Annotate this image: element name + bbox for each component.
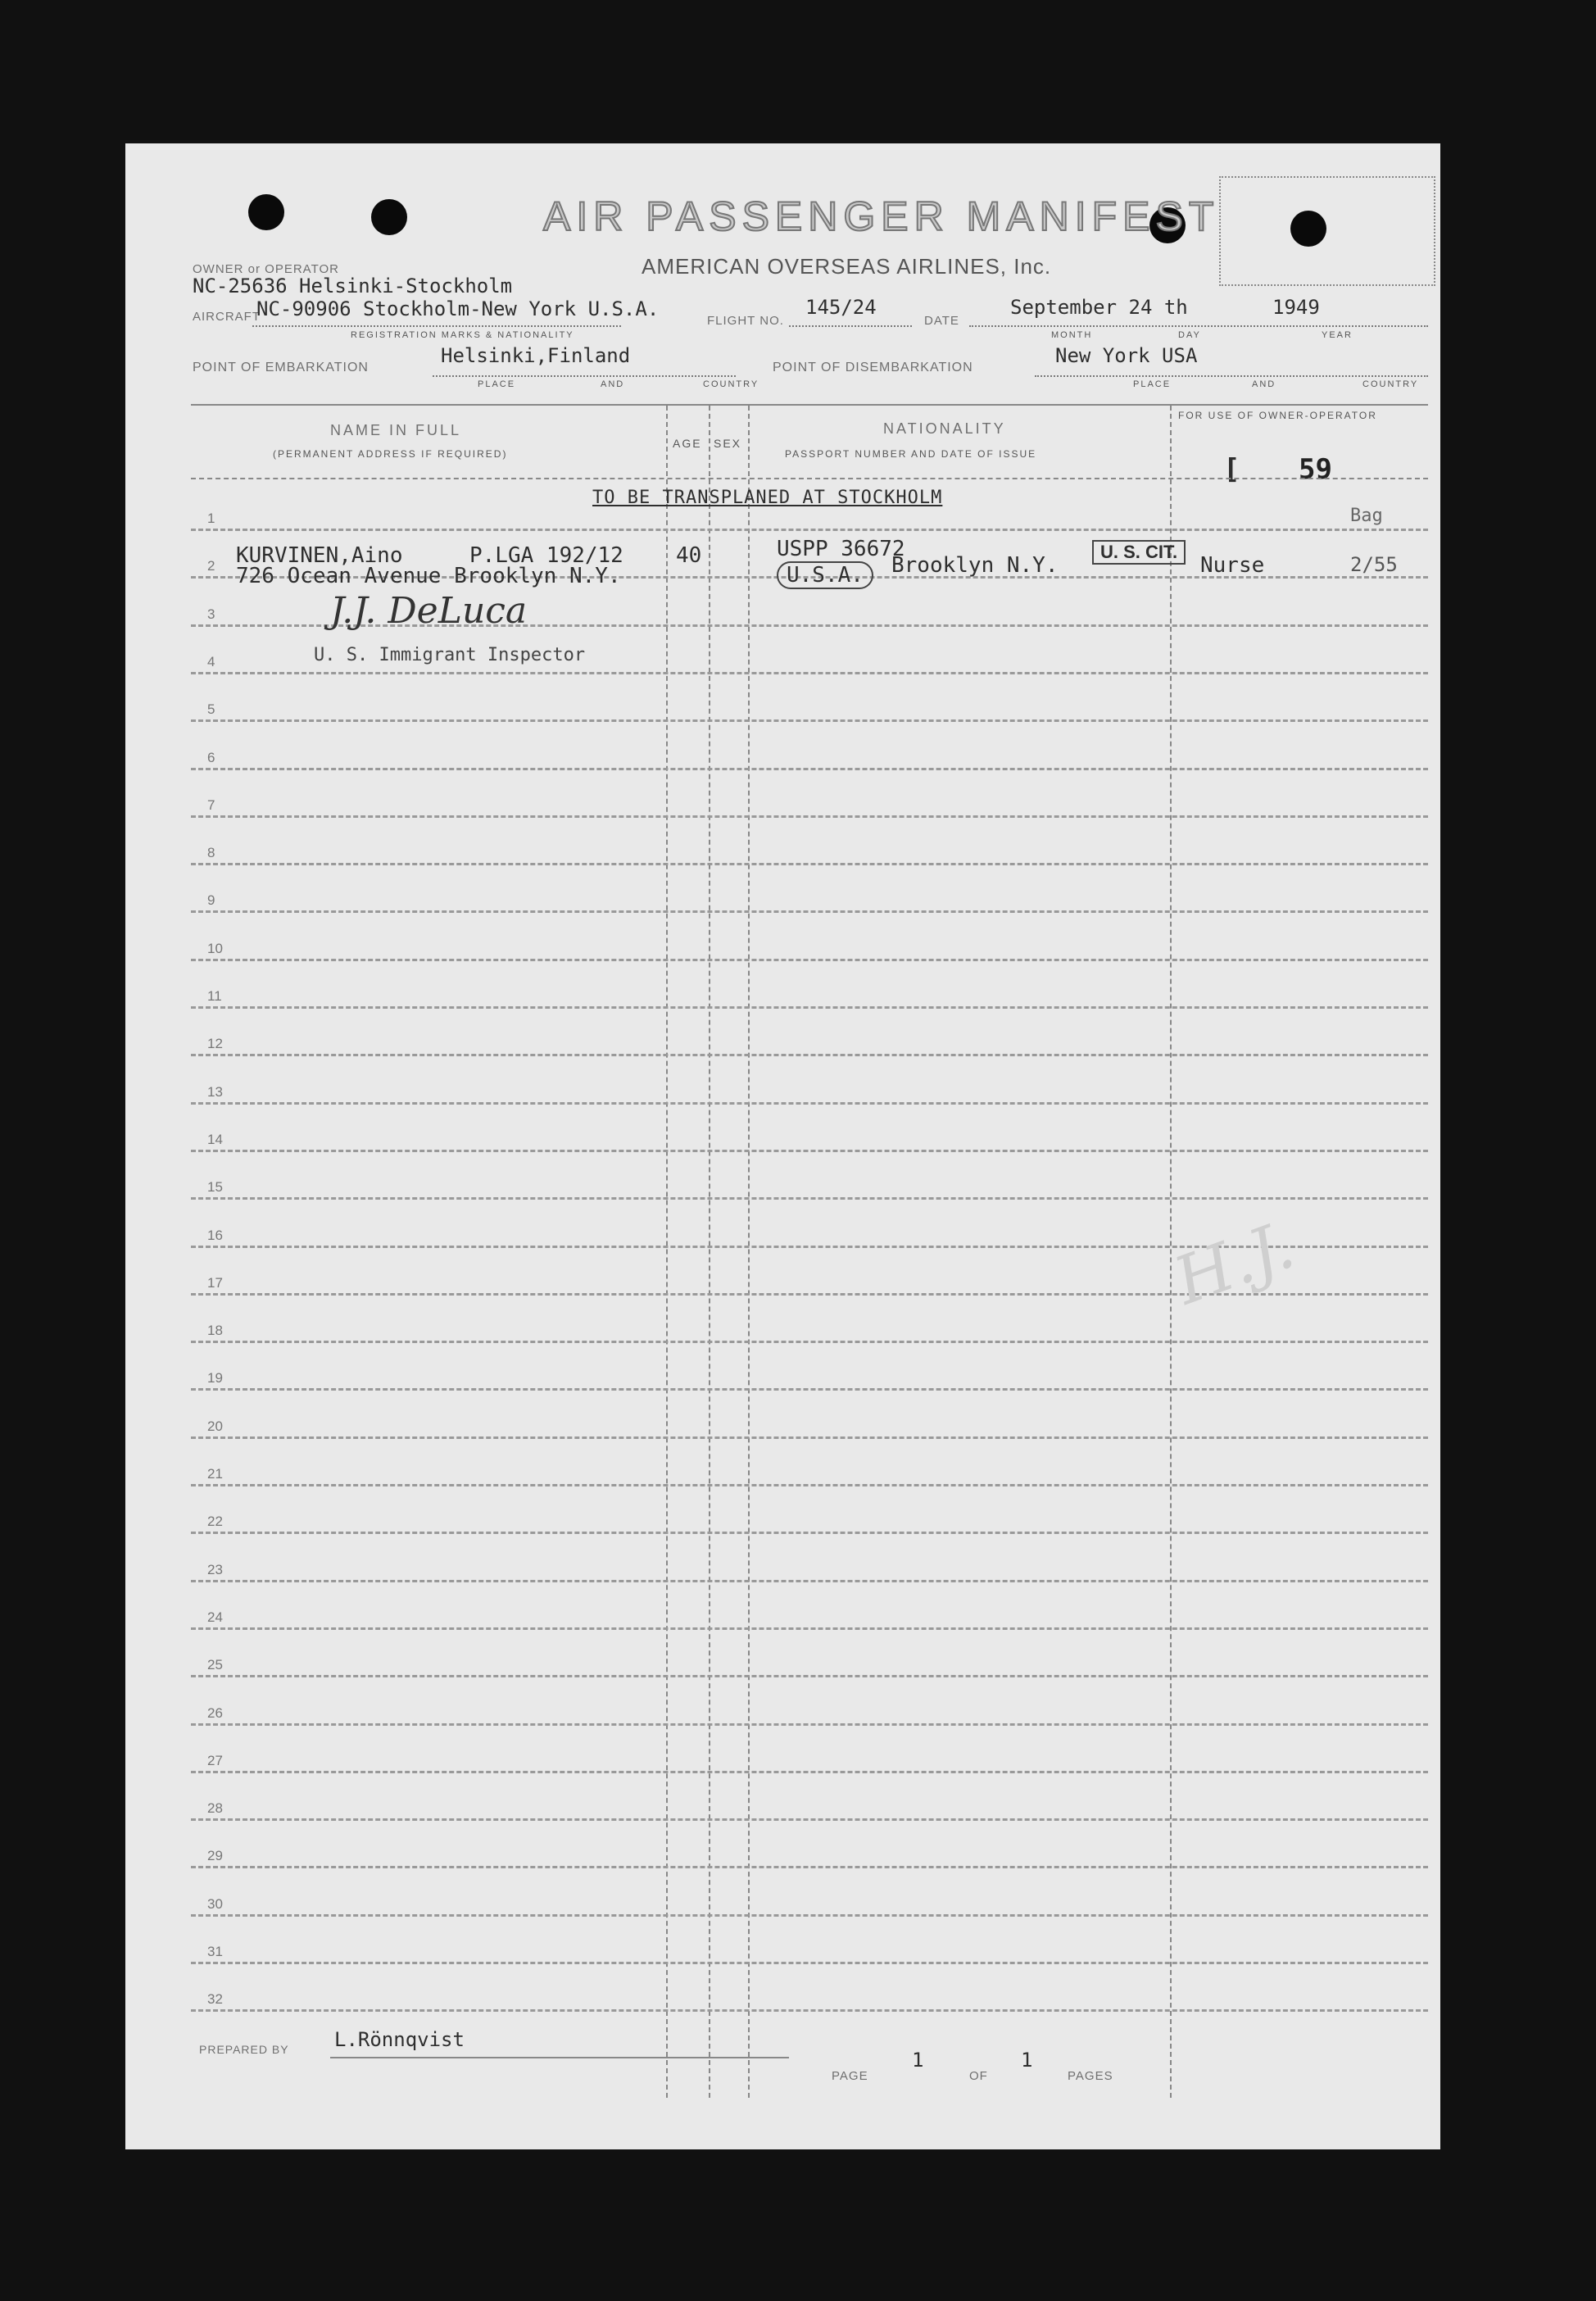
owner-operator-value: NC-25636 Helsinki-Stockholm bbox=[193, 275, 513, 297]
row-line bbox=[191, 1627, 1428, 1630]
row-number: 31 bbox=[207, 1944, 223, 1959]
owner-use-column-header: FOR USE OF OWNER-OPERATOR bbox=[1178, 410, 1377, 421]
nationality-column-header: NATIONALITY bbox=[883, 420, 1006, 437]
embark-place-label: PLACE bbox=[478, 379, 516, 389]
row-line bbox=[191, 1388, 1428, 1391]
row-number: 29 bbox=[207, 1848, 223, 1863]
inspector-title: U. S. Immigrant Inspector bbox=[314, 645, 586, 665]
passenger-occupation: Nurse bbox=[1200, 553, 1265, 578]
embarkation-label: POINT OF EMBARKATION bbox=[193, 361, 369, 374]
header-bottom-line bbox=[191, 478, 1428, 479]
row-number: 4 bbox=[207, 654, 215, 669]
row-number: 13 bbox=[207, 1084, 223, 1100]
flight-no-underline bbox=[789, 325, 912, 327]
row-number: 2 bbox=[207, 558, 215, 574]
date-underline bbox=[969, 325, 1428, 327]
row-number: 7 bbox=[207, 797, 215, 813]
of-value: 1 bbox=[1021, 2049, 1033, 2072]
passenger-passport: USPP 36672 bbox=[777, 537, 905, 561]
row-number: 23 bbox=[207, 1562, 223, 1577]
row-line bbox=[191, 2009, 1428, 2012]
passenger-name: KURVINEN,Aino bbox=[236, 543, 403, 568]
airline-name: AMERICAN OVERSEAS AIRLINES, Inc. bbox=[642, 254, 1052, 279]
manifest-page bbox=[125, 143, 1440, 2149]
disembarkation-label: POINT OF DISEMBARKATION bbox=[773, 361, 973, 374]
sex-column-header: SEX bbox=[714, 437, 742, 450]
row-number: 15 bbox=[207, 1179, 223, 1195]
bag-label: Bag bbox=[1350, 506, 1383, 526]
passenger-address: 726 Ocean Avenue Brooklyn N.Y. bbox=[236, 564, 621, 588]
date-value: September 24 th bbox=[1010, 296, 1188, 319]
row-line bbox=[191, 1436, 1428, 1439]
prepared-by-value: L.Rönnqvist bbox=[334, 2028, 465, 2051]
row-number: 28 bbox=[207, 1800, 223, 1816]
passenger-age: 40 bbox=[676, 543, 702, 568]
disembark-and-label: AND bbox=[1252, 379, 1276, 389]
inspector-signature: J.J. DeLuca bbox=[330, 590, 528, 632]
row-number: 30 bbox=[207, 1896, 223, 1912]
header-top-line bbox=[191, 404, 1428, 406]
row-line bbox=[191, 1150, 1428, 1152]
margin-note: H.J. bbox=[1164, 1206, 1304, 1320]
embark-and-label: AND bbox=[601, 379, 625, 389]
row-number: 27 bbox=[207, 1753, 223, 1768]
row-line bbox=[191, 1580, 1428, 1582]
row-line bbox=[191, 1866, 1428, 1868]
row-line bbox=[191, 959, 1428, 961]
owner-operator-label: OWNER or OPERATOR bbox=[193, 262, 339, 276]
year-label: YEAR bbox=[1322, 330, 1353, 340]
row-number: 12 bbox=[207, 1036, 223, 1051]
name-column-subheader: (PERMANENT ADDRESS IF REQUIRED) bbox=[273, 448, 508, 460]
owner-use-mark: [ bbox=[1223, 453, 1240, 486]
row-number: 9 bbox=[207, 892, 215, 908]
passenger-nationality: U.S.A. bbox=[777, 561, 873, 589]
stamp-box bbox=[1219, 176, 1435, 286]
row-number: 10 bbox=[207, 941, 223, 956]
row-number: 20 bbox=[207, 1418, 223, 1434]
of-label: OF bbox=[969, 2069, 988, 2083]
row-number: 19 bbox=[207, 1370, 223, 1386]
age-column-header: AGE bbox=[673, 437, 702, 450]
row-number: 1 bbox=[207, 511, 215, 526]
row-line bbox=[191, 1723, 1428, 1726]
nationality-column-subheader: PASSPORT NUMBER AND DATE OF ISSUE bbox=[785, 448, 1037, 460]
aircraft-underline bbox=[252, 325, 621, 327]
row-line bbox=[191, 1197, 1428, 1200]
row-line bbox=[191, 1484, 1428, 1486]
month-label: MONTH bbox=[1051, 330, 1093, 340]
row-line bbox=[191, 1054, 1428, 1056]
manifest-title: AIR PASSENGER MANIFEST bbox=[543, 193, 1220, 239]
flight-no-value: 145/24 bbox=[805, 296, 877, 319]
row-number: 5 bbox=[207, 701, 215, 717]
row-number: 24 bbox=[207, 1609, 223, 1625]
page-label: PAGE bbox=[832, 2069, 868, 2083]
row-line bbox=[191, 1962, 1428, 1964]
row-line bbox=[191, 672, 1428, 674]
punch-hole-left-2 bbox=[371, 199, 407, 235]
aircraft-label: AIRCRAFT bbox=[193, 310, 261, 324]
disembark-country-label: COUNTRY bbox=[1362, 379, 1419, 389]
day-label: DAY bbox=[1178, 330, 1201, 340]
date-label: DATE bbox=[924, 314, 959, 328]
passenger-file-ref: P.LGA 192/12 bbox=[469, 543, 623, 568]
row-line bbox=[191, 910, 1428, 913]
row-number: 16 bbox=[207, 1228, 223, 1243]
owner-use-value: 59 bbox=[1299, 453, 1332, 486]
sex-column-divider bbox=[709, 406, 710, 2098]
row-number: 8 bbox=[207, 845, 215, 860]
row-number: 21 bbox=[207, 1466, 223, 1482]
nationality-column-divider bbox=[748, 406, 750, 2098]
row-line bbox=[191, 529, 1428, 531]
row-line bbox=[191, 1341, 1428, 1343]
row-number: 3 bbox=[207, 606, 215, 622]
age-column-divider bbox=[666, 406, 668, 2098]
page-value: 1 bbox=[912, 2049, 924, 2072]
row-number: 14 bbox=[207, 1132, 223, 1147]
row-number: 11 bbox=[207, 988, 222, 1004]
embarkation-value: Helsinki,Finland bbox=[441, 344, 631, 367]
disembarkation-value: New York USA bbox=[1055, 344, 1198, 367]
embarkation-underline bbox=[433, 375, 736, 377]
passenger-address-note: Brooklyn N.Y. bbox=[891, 553, 1059, 578]
year-value: 1949 bbox=[1272, 296, 1320, 319]
pages-label: PAGES bbox=[1068, 2069, 1113, 2083]
row-line bbox=[191, 863, 1428, 865]
row-line bbox=[191, 719, 1428, 722]
row-number: 32 bbox=[207, 1991, 223, 2007]
flight-no-label: FLIGHT NO. bbox=[707, 314, 784, 328]
row-number: 25 bbox=[207, 1657, 223, 1672]
row-number: 6 bbox=[207, 750, 215, 765]
punch-hole-left-1 bbox=[248, 194, 284, 230]
us-cit-stamp: U. S. CIT. bbox=[1092, 540, 1186, 565]
row-line bbox=[191, 1771, 1428, 1773]
aircraft-value: NC-90906 Stockholm-New York U.S.A. bbox=[256, 297, 660, 320]
row-line bbox=[191, 1914, 1428, 1917]
row-number: 17 bbox=[207, 1275, 223, 1291]
embark-country-label: COUNTRY bbox=[703, 379, 759, 389]
row-line bbox=[191, 768, 1428, 770]
disembark-place-label: PLACE bbox=[1133, 379, 1172, 389]
row-number: 18 bbox=[207, 1323, 223, 1338]
row-line bbox=[191, 1006, 1428, 1009]
prepared-by-label: PREPARED BY bbox=[199, 2043, 289, 2056]
name-column-header: NAME IN FULL bbox=[330, 422, 462, 438]
row-line bbox=[191, 1818, 1428, 1821]
row-line bbox=[191, 815, 1428, 818]
row-number: 22 bbox=[207, 1514, 223, 1529]
prepared-by-underline bbox=[330, 2057, 789, 2058]
row-line bbox=[191, 1532, 1428, 1534]
row-line bbox=[191, 1102, 1428, 1105]
row-number: 26 bbox=[207, 1705, 223, 1721]
passenger-bag: 2/55 bbox=[1350, 553, 1398, 576]
row-line bbox=[191, 1675, 1428, 1677]
registration-label: REGISTRATION MARKS & NATIONALITY bbox=[351, 330, 574, 340]
disembarkation-underline bbox=[1035, 375, 1428, 377]
transplane-note: TO BE TRANSPLANED AT STOCKHOLM bbox=[592, 488, 943, 508]
